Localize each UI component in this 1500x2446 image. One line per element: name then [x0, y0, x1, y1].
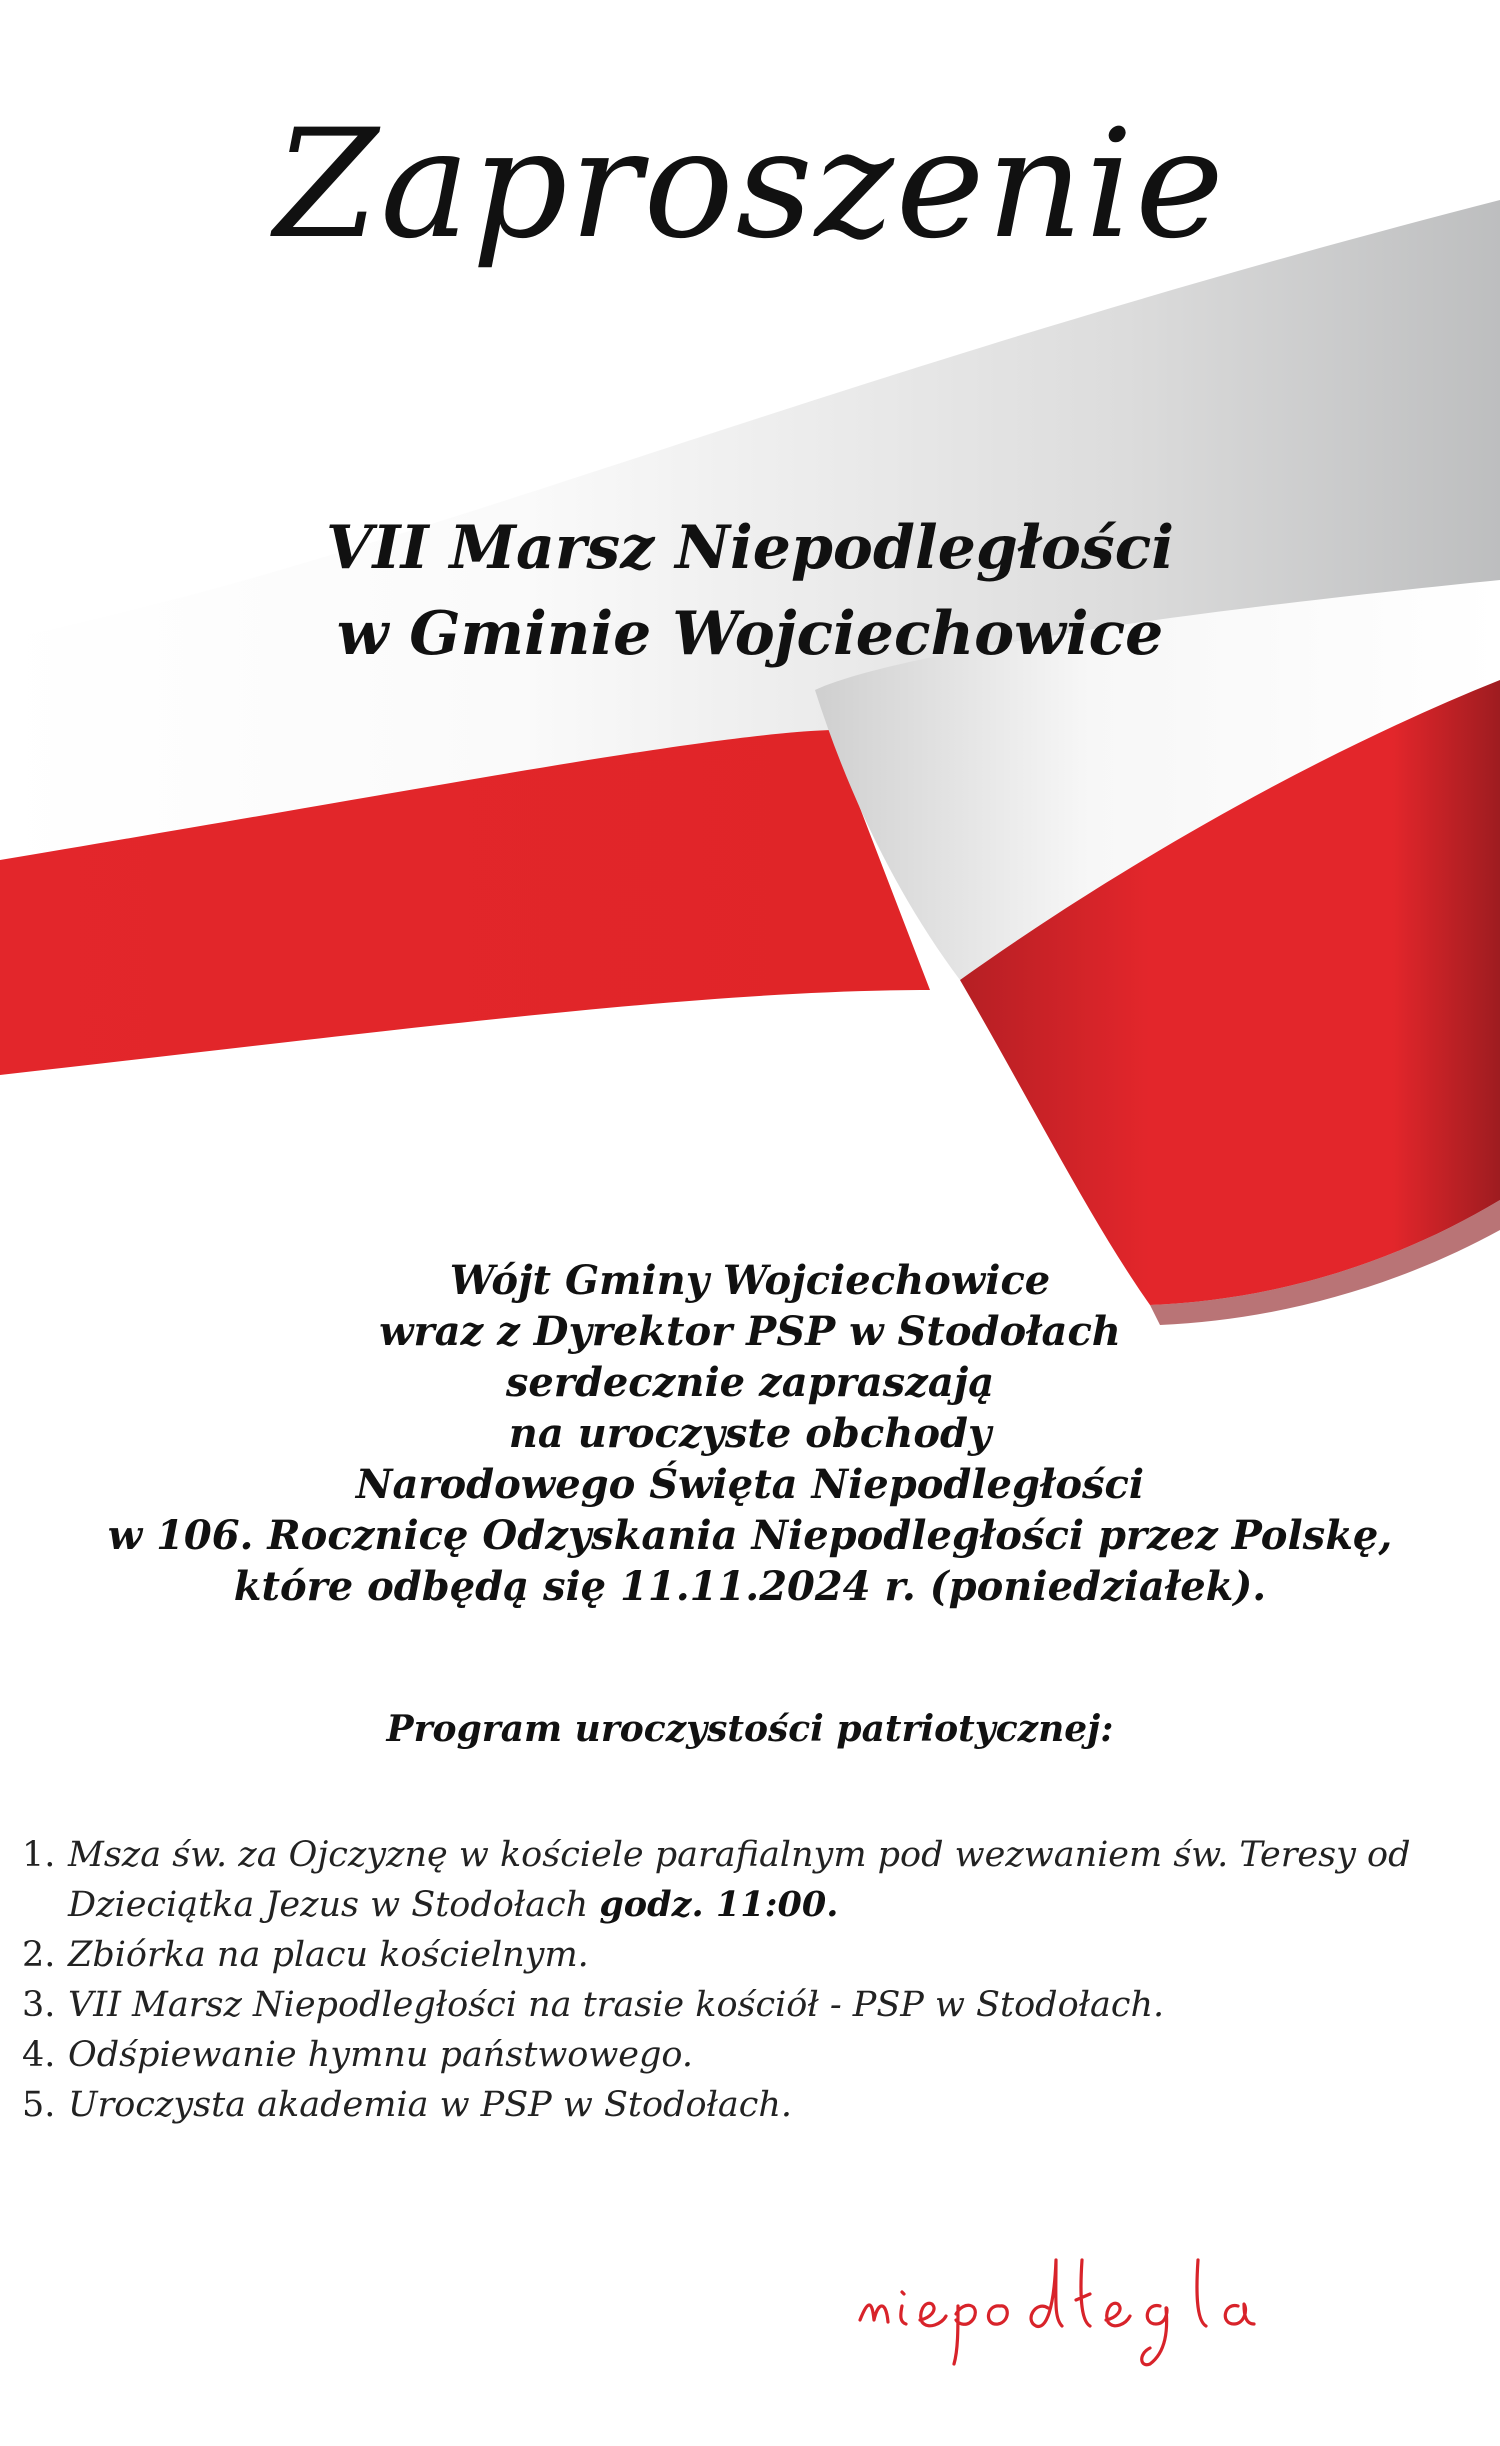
program-item-text: Odśpiewanie hymnu państwowego.	[68, 2035, 694, 2075]
invitation-line: które odbędą się 11.11.2024 r. (poniedziałek).	[233, 1563, 1267, 1610]
invitation-line: w 106. Rocznicę Odzyskania Niepodległości przez Polskę,	[107, 1512, 1393, 1559]
invitation-line: na uroczyste obchody	[508, 1410, 992, 1457]
program-item-text: Zbiórka na placu kościelnym.	[68, 1935, 589, 1975]
program-item-number: 5.	[22, 2085, 56, 2125]
program-item-text: Uroczysta akademia w PSP w Stodołach.	[68, 2085, 793, 2125]
program-item	[22, 2030, 1482, 2080]
invitation-line: Wójt Gminy Wojciechowice	[449, 1257, 1051, 1304]
event-title-line-1: VII Marsz Niepodległości	[325, 513, 1175, 583]
program-item-number: 1.	[22, 1835, 56, 1875]
program-item-text: Msza św. za Ojczyznę w kościele parafialnym pod wezwaniem św. Teresy od Dzieciątka Jezus w Stodołach godz. 11:00.	[68, 1835, 1411, 1925]
program-item	[22, 1930, 1482, 1980]
page-title: Zaproszenie	[274, 98, 1226, 272]
niepodlegla-signature-logo	[850, 2240, 1330, 2370]
program-item-number: 2.	[22, 1935, 56, 1975]
program-item-number: 3.	[22, 1985, 56, 2025]
program-item	[22, 1830, 1482, 1930]
invitation-line: serdecznie zapraszają	[505, 1359, 995, 1406]
invitation-text	[0, 1255, 1500, 1612]
program-item	[22, 1980, 1482, 2030]
program-heading: Program uroczystości patriotycznej:	[386, 1708, 1114, 1750]
invitation-line: wraz z Dyrektor PSP w Stodołach	[379, 1308, 1121, 1355]
program-item	[22, 2080, 1482, 2130]
event-title-line-2: w Gminie Wojciechowice	[336, 599, 1164, 669]
program-item-text: VII Marsz Niepodległości na trasie kościół - PSP w Stodołach.	[68, 1985, 1165, 2025]
program-item-number: 4.	[22, 2035, 56, 2075]
program-item-time: godz. 11:00.	[599, 1884, 839, 1925]
event-title	[0, 505, 1500, 677]
program-list	[22, 1830, 1482, 2130]
invitation-line: Narodowego Święta Niepodległości	[355, 1461, 1145, 1508]
